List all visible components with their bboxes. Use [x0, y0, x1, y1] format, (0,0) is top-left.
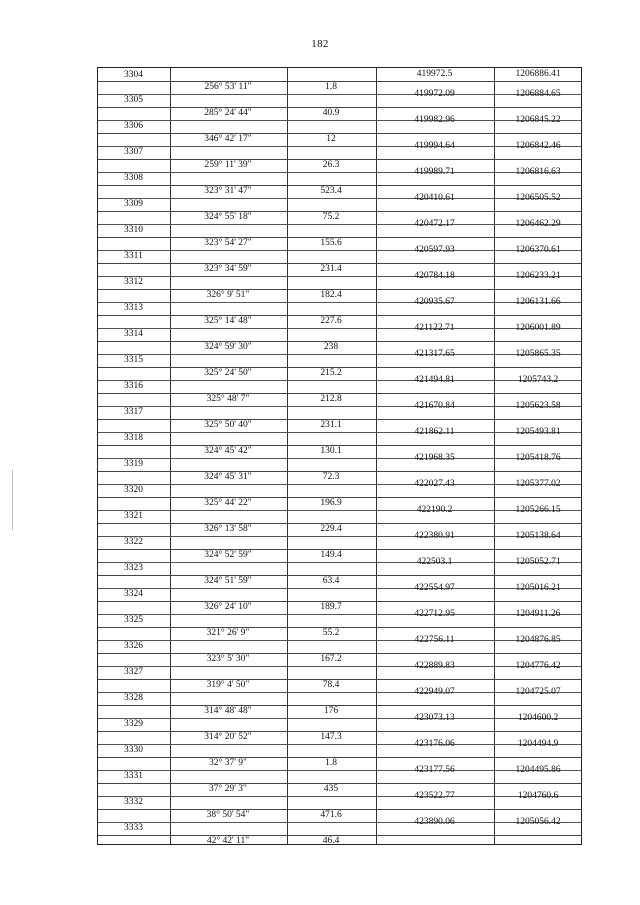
east-coordinate-cell: 1206884.65: [515, 89, 561, 99]
distance-cell: 12: [326, 134, 336, 144]
east-coordinate-cell: 1204494.9: [517, 739, 559, 749]
north-coordinate-cell: 422380.91: [414, 531, 455, 541]
table-row: [98, 679, 581, 705]
bearing-cell: 324° 45' 42": [204, 446, 252, 456]
point-number-cell: 3332: [124, 797, 143, 807]
distance-cell: 1.8: [325, 758, 337, 768]
north-coordinate-cell: 419994.64: [414, 141, 455, 151]
table-row: [98, 341, 581, 367]
north-coordinate-cell: 422190.2: [416, 505, 453, 515]
distance-cell: 215.2: [320, 368, 342, 378]
distance-cell: 1.8: [325, 82, 337, 92]
point-number-cell: 3322: [124, 537, 143, 547]
east-coordinate-cell: 1204495.86: [515, 765, 561, 775]
page-number: 182: [311, 38, 329, 50]
east-coordinate-cell: 1206845.22: [515, 115, 561, 125]
east-coordinate-cell: 1206816.63: [515, 167, 561, 177]
distance-cell: 75.2: [322, 212, 340, 222]
east-coordinate-cell: 1206462.29: [515, 219, 561, 229]
bearing-cell: 314° 48' 48": [204, 706, 252, 716]
bearing-cell: 326° 9' 51": [206, 290, 250, 300]
table-row: [98, 523, 581, 549]
bearing-cell: 325° 48' 7": [206, 394, 250, 404]
table-row: [98, 289, 581, 315]
north-coordinate-cell: 419972.5: [416, 69, 453, 79]
point-number-cell: 3314: [124, 329, 143, 339]
bearing-cell: 324° 45' 31": [204, 472, 252, 482]
east-coordinate-cell: 1206842.46: [515, 141, 561, 151]
bearing-cell: 285° 24' 44": [204, 108, 252, 118]
bearing-cell: 42° 42' 11": [206, 836, 250, 846]
distance-cell: 78.4: [322, 680, 340, 690]
east-coordinate-cell: 1204760.6: [517, 791, 559, 801]
north-coordinate-cell: 421317.65: [414, 349, 455, 359]
distance-cell: 46.4: [322, 836, 340, 846]
point-number-cell: 3315: [124, 355, 143, 365]
table-row: [98, 757, 581, 783]
distance-cell: 130.1: [320, 446, 342, 456]
north-coordinate-cell: 420472.17: [414, 219, 455, 229]
point-number-cell: 3329: [124, 719, 143, 729]
table-row: [98, 419, 581, 445]
table-row: [98, 237, 581, 263]
bearing-cell: 324° 51' 59": [204, 576, 252, 586]
north-coordinate-cell: 423177.56: [414, 765, 455, 775]
table-row: [98, 627, 581, 653]
table-row: [98, 471, 581, 497]
table-row: [98, 185, 581, 211]
bearing-cell: 346° 42' 17": [204, 134, 252, 144]
east-coordinate-cell: 1205493.81: [515, 427, 561, 437]
east-coordinate-cell: 1206131.66: [515, 297, 561, 307]
bearing-cell: 314° 20' 52": [204, 732, 252, 742]
distance-cell: 167.2: [320, 654, 342, 664]
point-number-cell: 3331: [124, 771, 143, 781]
table-row: [98, 809, 581, 835]
point-number-cell: 3317: [124, 407, 143, 417]
bearing-cell: 321° 26' 9": [206, 628, 250, 638]
east-coordinate-cell: 1205377.02: [515, 479, 561, 489]
table-row: [98, 601, 581, 627]
bearing-cell: 326° 13' 58": [204, 524, 252, 534]
table-row-trailing: [98, 835, 581, 848]
distance-cell: 147.3: [320, 732, 342, 742]
north-coordinate-cell: 422949.07: [414, 687, 455, 697]
east-coordinate-cell: 1204725.07: [515, 687, 561, 697]
point-number-cell: 3325: [124, 615, 143, 625]
bearing-cell: 259° 11' 39": [204, 160, 252, 170]
distance-cell: 212.8: [320, 394, 342, 404]
scan-margin-mark: [12, 470, 13, 530]
bearing-cell: 323° 54' 27": [204, 238, 252, 248]
point-number-cell: 3311: [124, 251, 143, 261]
table-row: [98, 783, 581, 809]
distance-cell: 471.6: [320, 810, 342, 820]
east-coordinate-cell: 1204776.42: [515, 661, 561, 671]
table-row: [98, 133, 581, 159]
bearing-cell: 32° 37' 9": [209, 758, 247, 768]
east-coordinate-cell: 1205138.64: [515, 531, 561, 541]
distance-cell: 149.4: [320, 550, 342, 560]
point-number-cell: 3327: [124, 667, 143, 677]
table-row: [98, 107, 581, 133]
distance-cell: 55.2: [322, 628, 340, 638]
north-coordinate-cell: 420935.67: [414, 297, 455, 307]
point-number-cell: 3333: [124, 823, 143, 833]
east-coordinate-cell: 1204911.26: [515, 609, 561, 619]
distance-cell: 227.6: [320, 316, 342, 326]
distance-cell: 40.9: [322, 108, 340, 118]
point-number-cell: 3328: [124, 693, 143, 703]
distance-cell: 72.3: [322, 472, 340, 482]
table-row: [98, 653, 581, 679]
point-number-cell: 3319: [124, 459, 143, 469]
bearing-cell: 319° 4' 50": [206, 680, 250, 690]
east-coordinate-cell: 1204600.2: [517, 713, 559, 723]
bearing-cell: 325° 24' 50": [204, 368, 252, 378]
table-row: [98, 393, 581, 419]
point-number-cell: 3310: [124, 225, 143, 235]
distance-cell: 176: [323, 706, 339, 716]
point-number-cell: 3323: [124, 563, 143, 573]
north-coordinate-cell: 421122.71: [414, 323, 455, 333]
east-coordinate-cell: 1206505.52: [515, 193, 561, 203]
table-row: [98, 705, 581, 731]
east-coordinate-cell: 1205266.15: [515, 505, 561, 515]
east-coordinate-cell: 1205052.71: [515, 557, 561, 567]
north-coordinate-cell: 422503.1: [416, 557, 453, 567]
table-row: [98, 81, 581, 107]
table-row: [98, 315, 581, 341]
bearing-cell: 325° 50' 40": [204, 420, 252, 430]
bearing-cell: 325° 14' 48": [204, 316, 252, 326]
east-coordinate-cell: 1205865.35: [515, 349, 561, 359]
bearing-cell: 37° 29' 3": [209, 784, 247, 794]
north-coordinate-cell: 422756.11: [414, 635, 455, 645]
east-coordinate-cell: 1205016.21: [515, 583, 561, 593]
bearing-cell: 256° 53' 11": [204, 82, 252, 92]
point-number-cell: 3330: [124, 745, 143, 755]
point-number-cell: 3316: [124, 381, 143, 391]
point-number-cell: 3326: [124, 641, 143, 651]
point-number-cell: 3307: [124, 147, 143, 157]
east-coordinate-cell: 1204876.85: [515, 635, 561, 645]
bearing-cell: 38° 50' 54": [206, 810, 250, 820]
distance-cell: 229.4: [320, 524, 342, 534]
point-number-cell: 3304: [124, 70, 143, 80]
table-row: [98, 575, 581, 601]
point-number-cell: 3321: [124, 511, 143, 521]
distance-cell: 63.4: [322, 576, 340, 586]
east-coordinate-cell: 1206233.21: [515, 271, 561, 281]
north-coordinate-cell: 419982.96: [414, 115, 455, 125]
point-number-cell: 3324: [124, 589, 143, 599]
north-coordinate-cell: 422554.97: [414, 583, 455, 593]
point-number-cell: 3308: [124, 173, 143, 183]
table-row: [98, 367, 581, 393]
point-number-cell: 3306: [124, 121, 143, 131]
distance-cell: 189.7: [320, 602, 342, 612]
table-row: [98, 731, 581, 757]
north-coordinate-cell: 421670.84: [414, 401, 455, 411]
north-coordinate-cell: 421494.81: [414, 375, 455, 385]
distance-cell: 523.4: [320, 186, 342, 196]
north-coordinate-cell: 419989.71: [414, 167, 455, 177]
north-coordinate-cell: 422889.83: [414, 661, 455, 671]
bearing-cell: 325° 44' 22": [204, 498, 252, 508]
north-coordinate-cell: 422027.43: [414, 479, 455, 489]
north-coordinate-cell: 420784.18: [414, 271, 455, 281]
north-coordinate-cell: 423522.77: [414, 791, 455, 801]
bearing-cell: 323° 34' 59": [204, 264, 252, 274]
survey-coordinates-table: [97, 67, 582, 845]
table-row: [98, 445, 581, 471]
north-coordinate-cell: 423890.06: [414, 817, 455, 827]
point-number-cell: 3318: [124, 433, 143, 443]
point-number-cell: 3309: [124, 199, 143, 209]
bearing-cell: 323° 31' 47": [204, 186, 252, 196]
distance-cell: 26.3: [322, 160, 340, 170]
point-number-cell: 3313: [124, 303, 143, 313]
north-coordinate-cell: 419972.09: [414, 89, 455, 99]
north-coordinate-cell: 423073.13: [414, 713, 455, 723]
east-coordinate-cell: 1205418.76: [515, 453, 561, 463]
bearing-cell: 324° 59' 30": [204, 342, 252, 352]
table-row: [98, 497, 581, 523]
east-coordinate-cell: 1205623.58: [515, 401, 561, 411]
north-coordinate-cell: 420410.61: [414, 193, 455, 203]
north-coordinate-cell: 420597.93: [414, 245, 455, 255]
distance-cell: 182.4: [320, 290, 342, 300]
distance-cell: 435: [323, 784, 339, 794]
bearing-cell: 324° 55' 18": [204, 212, 252, 222]
distance-cell: 238: [323, 342, 339, 352]
point-number-cell: 3312: [124, 277, 143, 287]
north-coordinate-cell: 421862.11: [414, 427, 455, 437]
distance-cell: 155.6: [320, 238, 342, 248]
north-coordinate-cell: 421968.35: [414, 453, 455, 463]
table-row: [98, 211, 581, 237]
table-row: [98, 159, 581, 185]
bearing-cell: 323° 5' 30": [206, 654, 250, 664]
distance-cell: 231.1: [320, 420, 342, 430]
north-coordinate-cell: 423176.06: [414, 739, 455, 749]
bearing-cell: 324° 52' 59": [204, 550, 252, 560]
east-coordinate-cell: 1206001.89: [515, 323, 561, 333]
east-coordinate-cell: 1206370.61: [515, 245, 561, 255]
north-coordinate-cell: 422712.95: [414, 609, 455, 619]
point-number-cell: 3305: [124, 95, 143, 105]
distance-cell: 196.9: [320, 498, 342, 508]
table-row: [98, 549, 581, 575]
table-row: [98, 263, 581, 289]
east-coordinate-cell: 1205056.42: [515, 817, 561, 827]
point-number-cell: 3320: [124, 485, 143, 495]
east-coordinate-cell: 1206886.41: [515, 69, 561, 79]
distance-cell: 231.4: [320, 264, 342, 274]
east-coordinate-cell: 1205743.2: [517, 375, 559, 385]
bearing-cell: 326° 24' 10": [204, 602, 252, 612]
